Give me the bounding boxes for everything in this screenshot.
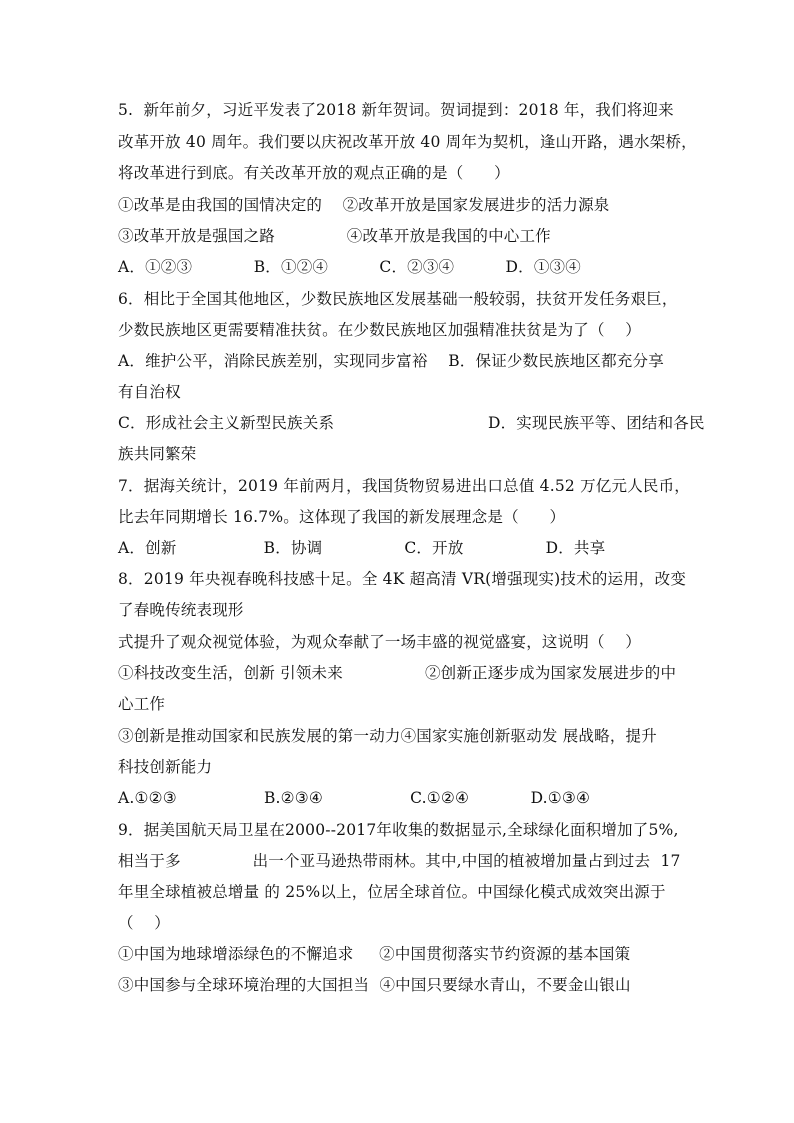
q9-stem-line-2: 相当于多 出一个亚马逊热带雨林。其中,中国的植被增加量占到过去 17 — [118, 852, 681, 870]
q8-stem-line-1: 8．2019 年央视春晚科技感十足。全 4K 超高清 VR(增强现实)技术的运用，改变 — [118, 570, 687, 588]
q6-stem-line-1: 6．相比于全国其他地区，少数民族地区发展基础一般较弱，扶贫开发任务艰巨， — [118, 290, 678, 308]
q5-statements-3-4: ③改革开放是强国之路 ④改革开放是我国的中心工作 — [118, 227, 551, 245]
q7-stem-line-2: 比去年同期增长 16.7%。这体现了我国的新发展理念是（ ） — [118, 508, 566, 526]
q5-answer-options: A．①②③ B．①②④ C．②③④ D．①③④ — [118, 258, 581, 276]
q8-statement-2-cont: 心工作 — [118, 695, 166, 713]
q9-answer-blank: （ ） — [118, 914, 170, 932]
q7-stem-line-1: 7．据海关统计，2019 年前两月，我国货物贸易进出口总值 4.52 万亿元人民币， — [118, 477, 691, 495]
q6-option-c-d: C．形成社会主义新型民族关系 D．实现民族平等、团结和各民 — [118, 414, 705, 432]
q5-stem-line-3: 将改革进行到底。有关改革开放的观点正确的是（ ） — [118, 164, 510, 182]
q6-option-b-cont: 有自治权 — [118, 383, 181, 401]
q8-stem-line-2: 了春晚传统表现形 — [118, 601, 244, 619]
q5-stem-line-2: 改革开放 40 周年。我们要以庆祝改革开放 40 周年为契机，逢山开路，遇水架桥， — [118, 133, 697, 151]
q5-stem-line-1: 5. 新年前夕，习近平发表了2018 新年贺词。贺词提到：2018 年，我们将迎来 — [118, 101, 674, 119]
q5-statements-1-2: ①改革是由我国的国情决定的 ②改革开放是国家发展进步的活力源泉 — [118, 196, 610, 214]
q8-stem-line-3: 式提升了观众视觉体验，为观众奉献了一场丰盛的视觉盛宴，这说明（ ） — [118, 633, 641, 651]
q9-stem-line-1: 9．据美国航天局卫星在2000--2017年收集的数据显示,全球绿化面积增加了5%, — [118, 821, 679, 839]
q8-answer-options: A.①②③ B.②③④ C.①②④ D.①③④ — [118, 789, 591, 807]
q8-statement-4-cont: 科技创新能力 — [118, 758, 213, 776]
q8-statements-3-4: ③创新是推动国家和民族发展的第一动力④国家实施创新驱动发 展战略，提升 — [118, 727, 657, 745]
q7-answer-options: A．创新 B．协调 C．开放 D．共享 — [118, 539, 606, 557]
q9-stem-line-3: 年里全球植被总增量 的 25%以上，位居全球首位。中国绿化模式成效突出源于 — [118, 883, 666, 901]
q6-option-a-b: A．维护公平，消除民族差别，实现同步富裕 B．保证少数民族地区都充分享 — [118, 352, 664, 370]
q6-stem-line-2: 少数民族地区更需要精准扶贫。在少数民族地区加强精准扶贫是为了（ ） — [118, 321, 641, 339]
q6-option-d-cont: 族共同繁荣 — [118, 445, 197, 463]
q9-statements-3-4: ③中国参与全球环境治理的大国担当 ④中国只要绿水青山，不要金山银山 — [118, 976, 631, 994]
q8-statements-1-2: ①科技改变生活，创新 引领未来 ②创新正逐步成为国家发展进步的中 — [118, 664, 677, 682]
q9-statements-1-2: ①中国为地球增添绿色的不懈追求 ②中国贯彻落实节约资源的基本国策 — [118, 945, 631, 963]
